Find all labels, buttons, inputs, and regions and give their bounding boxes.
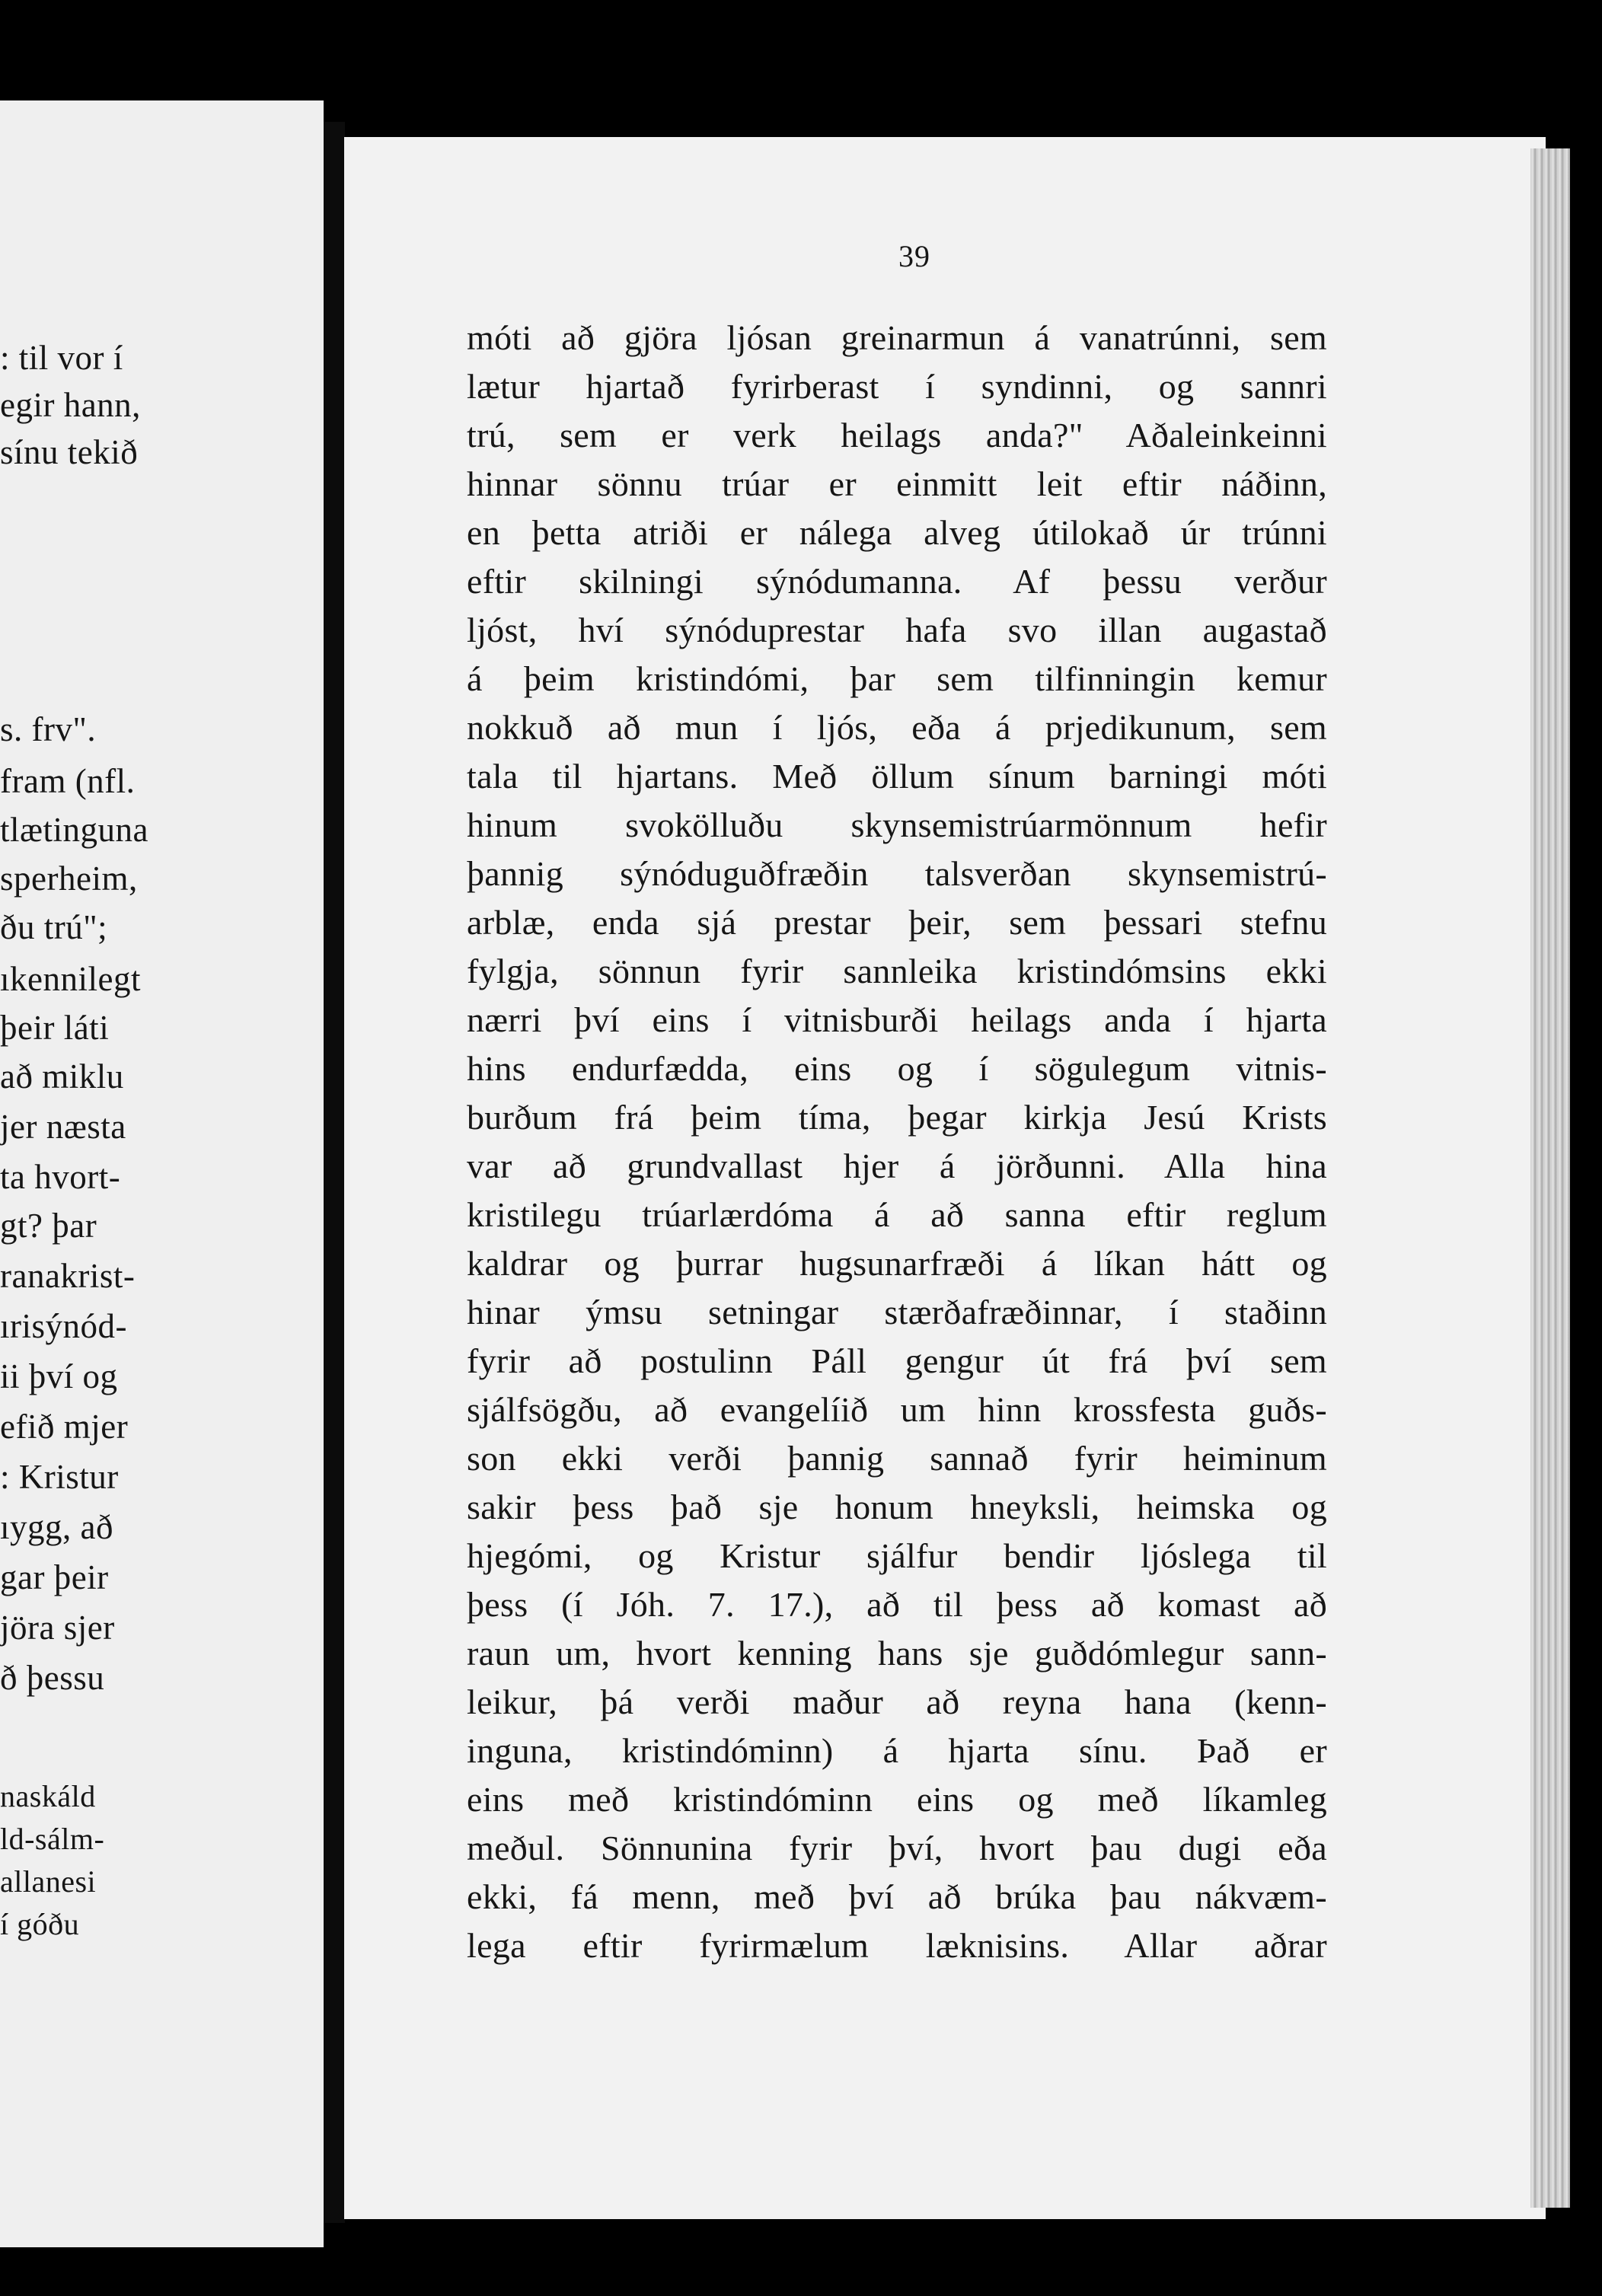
text-line: hinum svokölluðu skynsemistrúarmönnum hefir	[467, 805, 1327, 844]
left-page-line: : til vor í	[0, 339, 123, 377]
text-line: meðul. Sönnunina fyrir því, hvort þau dugi eða	[467, 1829, 1327, 1867]
text-line: ekki, fá menn, með því að brúka þau nákvæm-	[467, 1877, 1327, 1916]
text-line: lega eftir fyrirmælum læknisins. Allar aðrar	[467, 1926, 1327, 1965]
left-footnote-line: ld-sálm-	[0, 1822, 105, 1856]
text-line: hins endurfædda, eins og í sögulegum vitnis-	[467, 1049, 1327, 1088]
text-line: nærri því eins í vitnisburði heilags anda í hjarta	[467, 1000, 1327, 1039]
text-line: kristilegu trúarlærdóma á að sanna eftir reglum	[467, 1195, 1327, 1234]
left-page-line: fram (nfl.	[0, 762, 136, 800]
left-footnote-line: naskáld	[0, 1779, 96, 1813]
left-page-line: ta hvort-	[0, 1158, 121, 1196]
left-page-line: egir hann,	[0, 386, 141, 424]
text-line: hjegómi, og Kristur sjálfur bendir ljóslega til	[467, 1536, 1327, 1575]
text-line: eftir skilningi sýnódumanna. Af þessu verður	[467, 562, 1327, 601]
text-line: kaldrar og þurrar hugsunarfræði á líkan hátt og	[467, 1244, 1327, 1283]
text-line: nokkuð að mun í ljós, eða á prjedikunum, sem	[467, 708, 1327, 747]
left-page-line: jöra sjer	[0, 1609, 115, 1647]
left-page-line: tlætinguna	[0, 811, 148, 849]
text-line: móti að gjöra ljósan greinarmun á vanatrúnni, sem	[467, 318, 1327, 357]
text-line: fylgja, sönnun fyrir sannleika kristindómsins ekki	[467, 952, 1327, 990]
text-line: leikur, þá verði maður að reyna hana (kenn-	[467, 1682, 1327, 1721]
text-line: lætur hjartað fyrirberast í syndinni, og sannri	[467, 367, 1327, 406]
left-page-line: s. frv".	[0, 710, 97, 748]
left-page-line: ðu trú";	[0, 908, 108, 946]
text-line: hinnar sönnu trúar er einmitt leit eftir náðinn,	[467, 464, 1327, 503]
book-gutter	[324, 122, 345, 2223]
text-line: en þetta atriði er nálega alveg útilokað úr trúnni	[467, 513, 1327, 552]
left-footnote-line: allanesi	[0, 1864, 97, 1899]
left-page-line: þeir láti	[0, 1009, 110, 1047]
left-page-line: : Kristur	[0, 1458, 119, 1496]
text-line: eins með kristindóminn eins og með líkamleg	[467, 1780, 1327, 1819]
text-line: fyrir að postulinn Páll gengur út frá því sem	[467, 1341, 1327, 1380]
left-page-line: að miklu	[0, 1057, 124, 1095]
left-page-line: ii því og	[0, 1357, 118, 1395]
left-footnote-line: í góðu	[0, 1907, 80, 1941]
left-page-line: ıkennilegt	[0, 960, 141, 998]
text-line: trú, sem er verk heilags anda?" Aðaleinkeinni	[467, 416, 1327, 454]
left-page-line: gt? þar	[0, 1207, 97, 1245]
text-line: hinar ýmsu setningar stærðafræðinnar, í staðinn	[467, 1293, 1327, 1331]
left-page-line: ıygg, að	[0, 1508, 113, 1546]
text-line: var að grundvallast hjer á jörðunni. Alla hina	[467, 1146, 1327, 1185]
text-line: sjálfsögðu, að evangelíið um hinn krossfesta guðs-	[467, 1390, 1327, 1429]
text-line: á þeim kristindómi, þar sem tilfinningin kemur	[467, 659, 1327, 698]
text-line: burðum frá þeim tíma, þegar kirkja Jesú Krists	[467, 1098, 1327, 1137]
text-line: þannig sýnóduguðfræðin talsverðan skynsemistrú-	[467, 854, 1327, 893]
left-page-line: ırisýnód-	[0, 1307, 127, 1345]
text-line: raun um, hvort kenning hans sje guðdómlegur sann-	[467, 1634, 1327, 1673]
left-page-line: sperheim,	[0, 859, 138, 898]
left-page	[0, 100, 324, 2247]
left-page-line: jer næsta	[0, 1108, 126, 1146]
page-number: 39	[898, 239, 930, 273]
left-page-line: ð þessu	[0, 1659, 105, 1697]
left-page-line: ranakrist-	[0, 1257, 136, 1295]
text-line: inguna, kristindóminn) á hjarta sínu. Það er	[467, 1731, 1327, 1770]
text-line: þess (í Jóh. 7. 17.), að til þess að komast að	[467, 1585, 1327, 1624]
left-page-line: gar þeir	[0, 1558, 109, 1596]
left-page-line: sínu tekið	[0, 433, 139, 471]
text-line: ljóst, hví sýnóduprestar hafa svo illan augastað	[467, 611, 1327, 649]
text-line: sakir þess það sje honum hneyksli, heimska og	[467, 1488, 1327, 1526]
left-page-line: efið mjer	[0, 1408, 129, 1446]
text-line: arblæ, enda sjá prestar þeir, sem þessari stefnu	[467, 903, 1327, 942]
text-line: son ekki verði þannig sannað fyrir heiminum	[467, 1439, 1327, 1478]
page-edges	[1530, 148, 1570, 2208]
text-line: tala til hjartans. Með öllum sínum barningi móti	[467, 757, 1327, 796]
